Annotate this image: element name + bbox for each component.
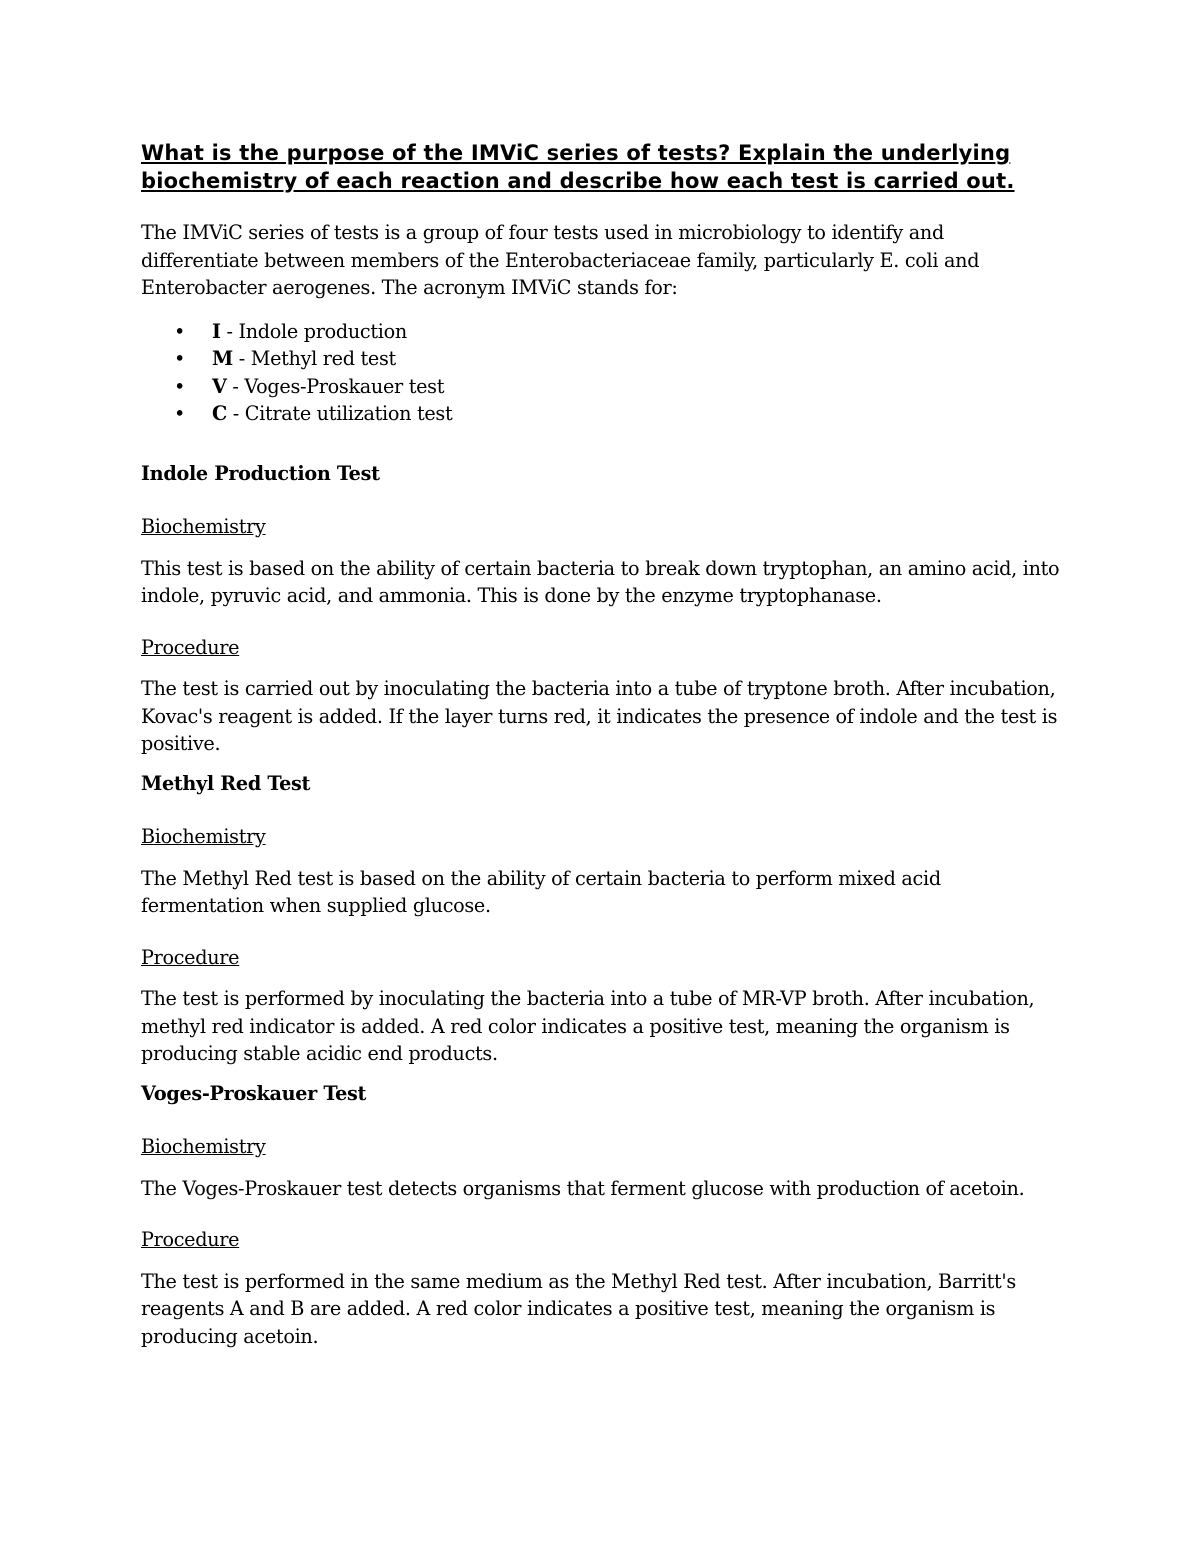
list-item [141,345,1061,373]
list-item-text: - Citrate utilization test [226,402,453,425]
biochemistry-paragraph: The Methyl Red test is based on the ability of certain bacteria to perform mixed acid fermentation when supplied glucose. [141,866,941,917]
list-item-text: - Voges-Proskauer test [226,374,445,398]
procedure-heading: Procedure [141,1228,240,1251]
bullet-icon: • [174,402,186,425]
section-voges-proskauer [141,1080,1061,1351]
list-item-letter: C [212,402,227,425]
biochemistry-paragraph: The Voges-Proskauer test detects organisms that ferment glucose with production of acetoin. [141,1176,1025,1200]
procedure-heading: Procedure [141,945,240,969]
list-item [141,373,1061,401]
list-item [141,318,1061,346]
bullet-icon: • [174,347,186,370]
procedure-paragraph: The test is carried out by inoculating the bacteria into a tube of tryptone broth. After incubation, Kovac's reagent is added. If the layer turns red, it indicates the presence of indole and the test is positive. [141,677,1058,755]
list-item-letter: M [212,347,233,370]
section-heading: Voges-Proskauer Test [141,1081,367,1105]
imvic-list [141,318,1061,428]
procedure-paragraph: The test is performed by inoculating the bacteria into a tube of MR-VP broth. After incubation, methyl red indicator is added. A red color indicates a positive test, meaning the organism is producing stable acidic end products. [141,987,1035,1065]
bullet-icon: • [174,319,186,343]
biochemistry-heading: Biochemistry [141,825,266,848]
intro-paragraph: The IMViC series of tests is a group of four tests used in microbiology to identify and differentiate between members of the Enterobacteriaceae family, particularly E. coli and Enterobacter aerogenes. The acronym IMViC stands for: [141,221,980,299]
procedure-paragraph: The test is performed in the same medium as the Methyl Red test. After incubation, Barritt's reagents A and B are added. A red color indicates a positive test, meaning the organism is producing acetoin. [141,1269,1016,1348]
section-heading: Indole Production Test [141,461,380,485]
list-item-text: - Methyl red test [232,347,396,370]
list-item-letter: V [212,374,227,398]
biochemistry-paragraph: This test is based on the ability of certain bacteria to break down tryptophan, an amino acid, into indole, pyruvic acid, and ammonia. This is done by the enzyme tryptophanase. [141,556,1060,607]
bullet-icon: • [174,374,186,398]
list-item-text: - Indole production [220,319,407,343]
section-heading: Methyl Red Test [141,771,311,795]
biochemistry-heading: Biochemistry [141,515,266,538]
document-title: What is the purpose of the IMViC series of tests? Explain the underlying biochemistry of each reaction and describe how each test is carried out. [141,141,1015,193]
procedure-heading: Procedure [141,635,240,659]
biochemistry-heading: Biochemistry [141,1135,266,1158]
section-indole [141,460,1061,758]
section-methyl-red [141,770,1061,1068]
list-item [141,400,1061,428]
list-item-letter: I [212,319,221,343]
document-page [141,140,1061,1350]
